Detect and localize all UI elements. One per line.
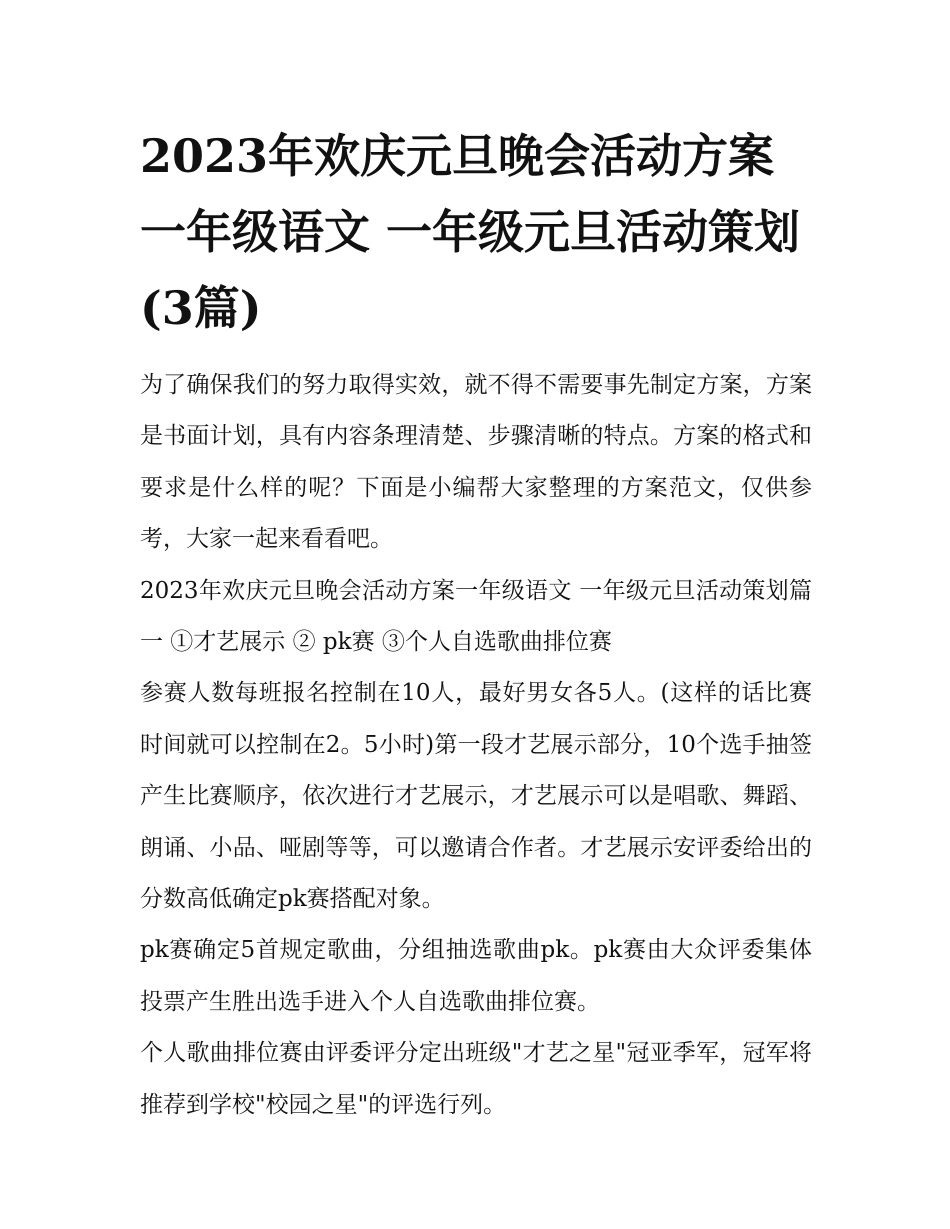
- paragraph-participants: 参赛人数每班报名控制在10人，最好男女各5人。(这样的话比赛时间就可以控制在2。5小时)第一段才艺展示部分，10个选手抽签产生比赛顺序，依次进行才艺展示，才艺展示可以是唱歌、舞蹈、朗诵、小品、哑剧等等，可以邀请合作者。才艺展示安评委给出的分数高低确定pk赛搭配对象。: [140, 680, 812, 913]
- document-page: [140, 118, 812, 1131]
- paragraph-section-one-heading: 2023年欢庆元旦晚会活动方案一年级语文 一年级元旦活动策划篇一 ①才艺展示 ② pk赛 ③个人自选歌曲排位赛: [140, 577, 812, 656]
- paragraph-pk-match: pk赛确定5首规定歌曲，分组抽选歌曲pk。pk赛由大众评委集体投票产生胜出选手进入个人自选歌曲排位赛。: [140, 937, 812, 1015]
- paragraph-intro: 为了确保我们的努力取得实效，就不得不需要事先制定方案，方案是书面计划，具有内容条理清楚、步骤清晰的特点。方案的格式和要求是什么样的呢？下面是小编帮大家整理的方案范文，仅供参考，大家一起来看看吧。: [140, 372, 812, 553]
- document-title: 2023年欢庆元旦晚会活动方案一年级语文 一年级元旦活动策划(3篇): [140, 129, 801, 335]
- paragraph-ranking: 个人歌曲排位赛由评委评分定出班级"才艺之星"冠亚季军，冠军将推荐到学校"校园之星"的评选行列。: [140, 1040, 812, 1118]
- document-body: [140, 360, 812, 1131]
